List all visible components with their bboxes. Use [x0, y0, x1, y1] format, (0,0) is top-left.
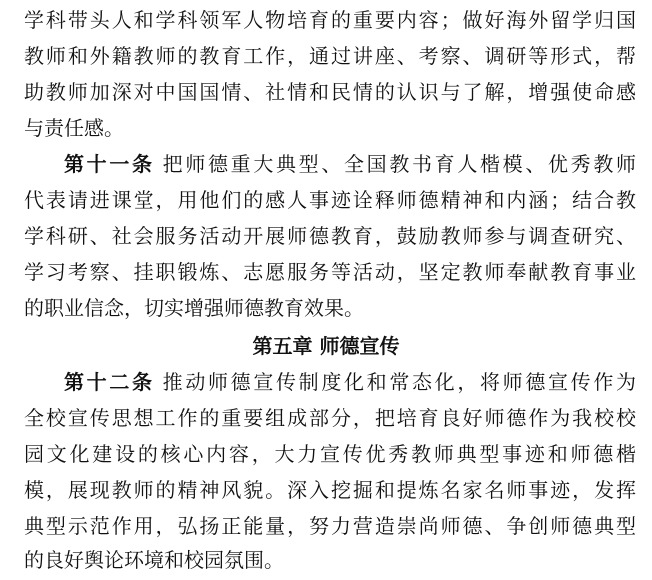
- article-12-label: 第十二条: [64, 370, 155, 394]
- paragraph-line: 教师和外籍教师的教育工作，通过讲座、考察、调研等形式，帮: [24, 44, 636, 68]
- article-11-text: 把师德重大典型、全国教书育人楷模、优秀教师: [162, 152, 637, 176]
- paragraph-line: 代表请进课堂，用他们的感人事迹诠释师德精神和内涵；结合教: [24, 188, 636, 212]
- paragraph-line: 的职业信念，切实增强师德教育效果。: [24, 296, 364, 320]
- paragraph-line: 学科带头人和学科领军人物培育的重要内容；做好海外留学归国: [24, 8, 636, 32]
- paragraph-line: 助教师加深对中国国情、社情和民情的认识与了解，增强使命感: [24, 80, 636, 104]
- paragraph-line: 的良好舆论环境和校园氛围。: [24, 548, 284, 572]
- paragraph-line: 与责任感。: [24, 116, 124, 140]
- article-11-first-line: [64, 146, 636, 182]
- paragraph-line: 模，展现教师的精神风貌。深入挖掘和提炼名家名师事迹，发挥: [24, 478, 636, 502]
- article-11-label: 第十一条: [64, 152, 155, 176]
- paragraph-line: 全校宣传思想工作的重要组成部分，把培育良好师德作为我校校: [24, 406, 636, 430]
- paragraph-line: 典型示范作用，弘扬正能量，努力营造崇尚师德、争创师德典型: [24, 514, 636, 538]
- paragraph-line: 学科研、社会服务活动开展师德教育，鼓励教师参与调查研究、: [24, 224, 636, 248]
- article-12-first-line: [64, 364, 636, 400]
- article-12-text: 推动师德宣传制度化和常态化，将师德宣传作为: [162, 370, 637, 394]
- chapter-heading: 第五章 师德宣传: [252, 334, 400, 358]
- paragraph-line: 园文化建设的核心内容，大力宣传优秀教师典型事迹和师德楷: [24, 442, 636, 466]
- paragraph-line: 学习考察、挂职锻炼、志愿服务等活动，坚定教师奉献教育事业: [24, 260, 636, 284]
